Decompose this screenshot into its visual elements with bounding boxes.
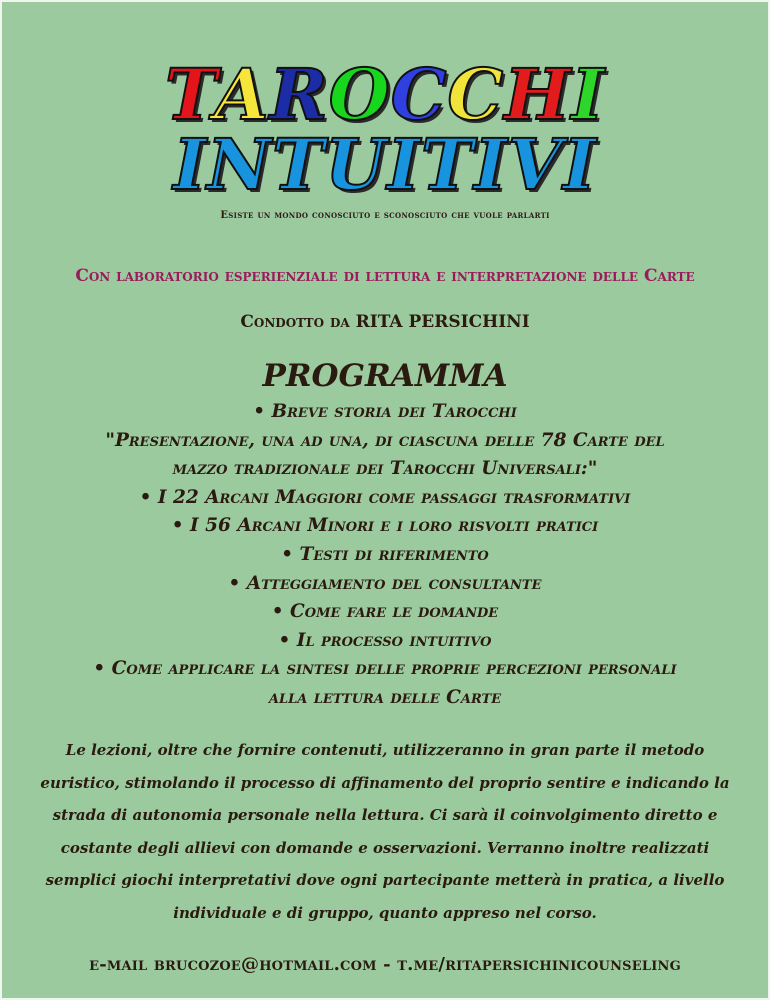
conducted-prefix: Condotto da: [240, 312, 350, 332]
conducted-by: [2, 312, 768, 332]
program-item: • I 56 Arcani Minori e i loro risvolti pratici: [171, 515, 599, 537]
program-heading: PROGRAMMA: [262, 358, 508, 394]
program-item: mazzo tradizionale dei Tarocchi Universali:": [172, 458, 598, 480]
program-item: alla lettura delle Carte: [268, 686, 502, 708]
title-letter: C: [447, 53, 505, 136]
title-letter: H: [504, 53, 572, 136]
title-letter: I: [571, 53, 606, 136]
program-item: • Testi di riferimento: [281, 543, 489, 565]
description-line: costante degli allievi con domande e osservazioni. Verranno inoltre realizzati: [60, 838, 710, 857]
title-letter: R: [269, 53, 329, 136]
title-letter: T: [164, 53, 215, 136]
title-tarocchi: [2, 53, 768, 136]
program-item: • I 22 Arcani Maggiori come passaggi trasformativi: [139, 486, 631, 508]
description-line: euristico, stimolando il processo di affinamento del proprio sentire e indicando la: [40, 773, 730, 792]
subtitle: Esiste un mondo conosciuto e sconosciuto che vuole parlarti: [220, 210, 550, 221]
program-item: • Come fare le domande: [271, 601, 499, 623]
description-line: strada di autonomia personale nella lettura. Ci sarà il coinvolgimento diretto e: [52, 806, 718, 824]
program-item: "Presentazione, una ad una, di ciascuna delle 78 Carte del: [105, 429, 665, 451]
contact-line: e-mail brucozoe@hotmail.com - t.me/ritapersichinicounseling: [89, 954, 681, 975]
program-item: • Come applicare la sintesi delle proprie percezioni personali: [93, 658, 677, 680]
title-letter: A: [214, 53, 270, 136]
title-letter: C: [390, 53, 448, 136]
lab-line: Con laboratorio esperienziale di lettura e interpretazione delle Carte: [75, 266, 695, 286]
program-item: • Il processo intuitivo: [278, 629, 492, 651]
description-line: Le lezioni, oltre che fornire contenuti, utilizzeranno in gran parte il metodo: [65, 741, 705, 759]
description-line: individuale e di gruppo, quanto appreso nel corso.: [173, 903, 597, 922]
description-line: semplici giochi interpretativi dove ogni partecipante metterà in pratica, a livello: [45, 871, 725, 889]
title-letter: O: [328, 53, 391, 136]
description-paragraph: [32, 734, 738, 929]
program-list: [22, 398, 748, 713]
title-intuitivi: INTUITIVI: [173, 123, 597, 206]
conductor-name: RITA PERSICHINI: [355, 312, 530, 332]
program-item: • Atteggiamento del consultante: [228, 572, 542, 594]
program-item: • Breve storia dei Tarocchi: [253, 401, 517, 422]
